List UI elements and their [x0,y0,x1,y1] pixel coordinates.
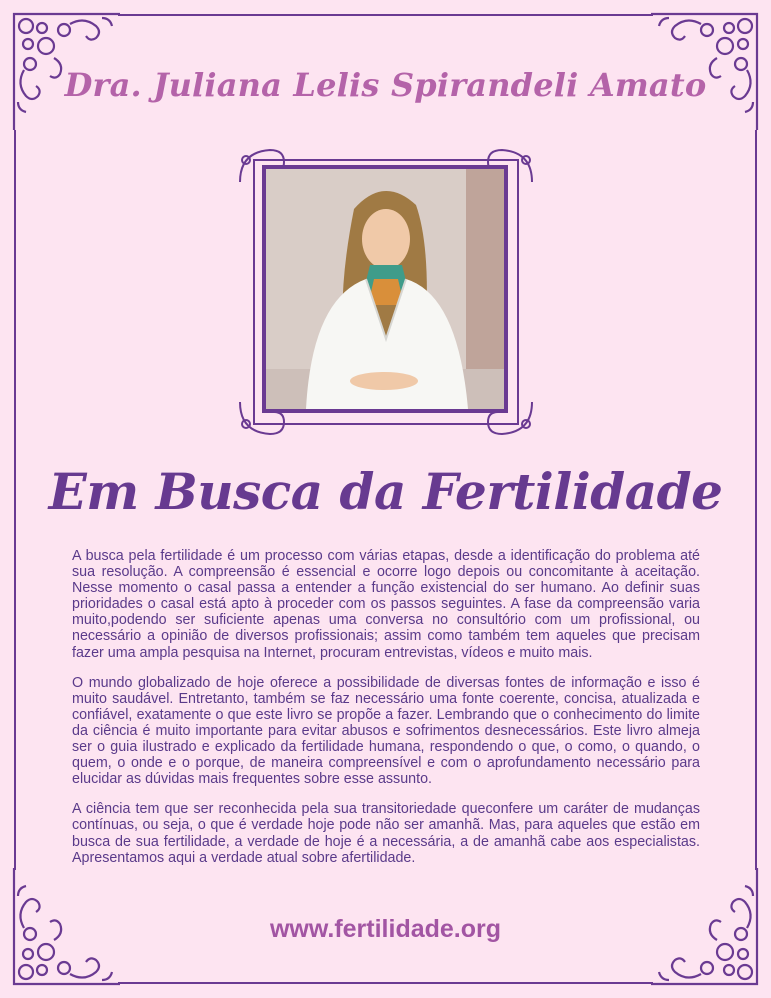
paragraph-3: A ciência tem que ser reconhecida pela sua transitoriedade queconfere um caráter de mudanças contínuas, ou seja, o que é verdade hoje pode não ser amanhã. Mas, para aqueles que estão em busca de sua fertilidade, a verdade de hoje é a necessária, a de amanhã cabe aos especialistas. Apresentamos aqui a verdade atual sobre afertilidade. [72,801,700,866]
paragraph-1: A busca pela fertilidade é um processo com várias etapas, desde a identificação do problema até sua resolução. A compreensão é essencial e ocorre logo depois ou concomitante à aceitação. Nesse momento o casal passa a entender a função existencial do ser humano. Ao definir suas prioridades o casal está apto à proceder com os passos seguintes. A fase da compreensão varia muito,podendo ser suficiente apenas uma conversa no consultório com um profissional, ou necessário a opinião de diversos profissionais; assim como também tem aqueles que precisam fazer uma ampla pesquisa na Internet, procuram entrevistas, vídeos e muito mais. [72,548,700,661]
author-name: Dra. Juliana Lelis Spirandeli Amato [64,66,707,104]
author-photo [262,165,508,413]
portrait-illustration-icon [266,169,504,409]
body-text [72,548,700,880]
frame-top-line [118,14,653,16]
book-title: Em Busca da Fertilidade [48,462,723,521]
frame-bottom-line [118,982,653,984]
paragraph-2: O mundo globalizado de hoje oferece a possibilidade de diversas fontes de informação e isso é muito saudável. Entretanto, também se faz necessário uma fonte coerente, concisa, atualizada e confiável, exatamente o que este livro se propõe a fazer. Lembrando que o conhecimento do limite da ciência é muito importante para evitar abusos e sofrimentos desnecessários. Este livro almeja ser o guia ilustrado e explicado da fertilidade humana, respondendo o que, o como, o quando, o quem, o onde e o porque, de maneira compreensível e com o aprofundamento necessário para elucidar as dúvidas mais frequentes sobre esse assunto. [72,674,700,788]
website-link[interactable]: www.fertilidade.org [269,915,502,943]
